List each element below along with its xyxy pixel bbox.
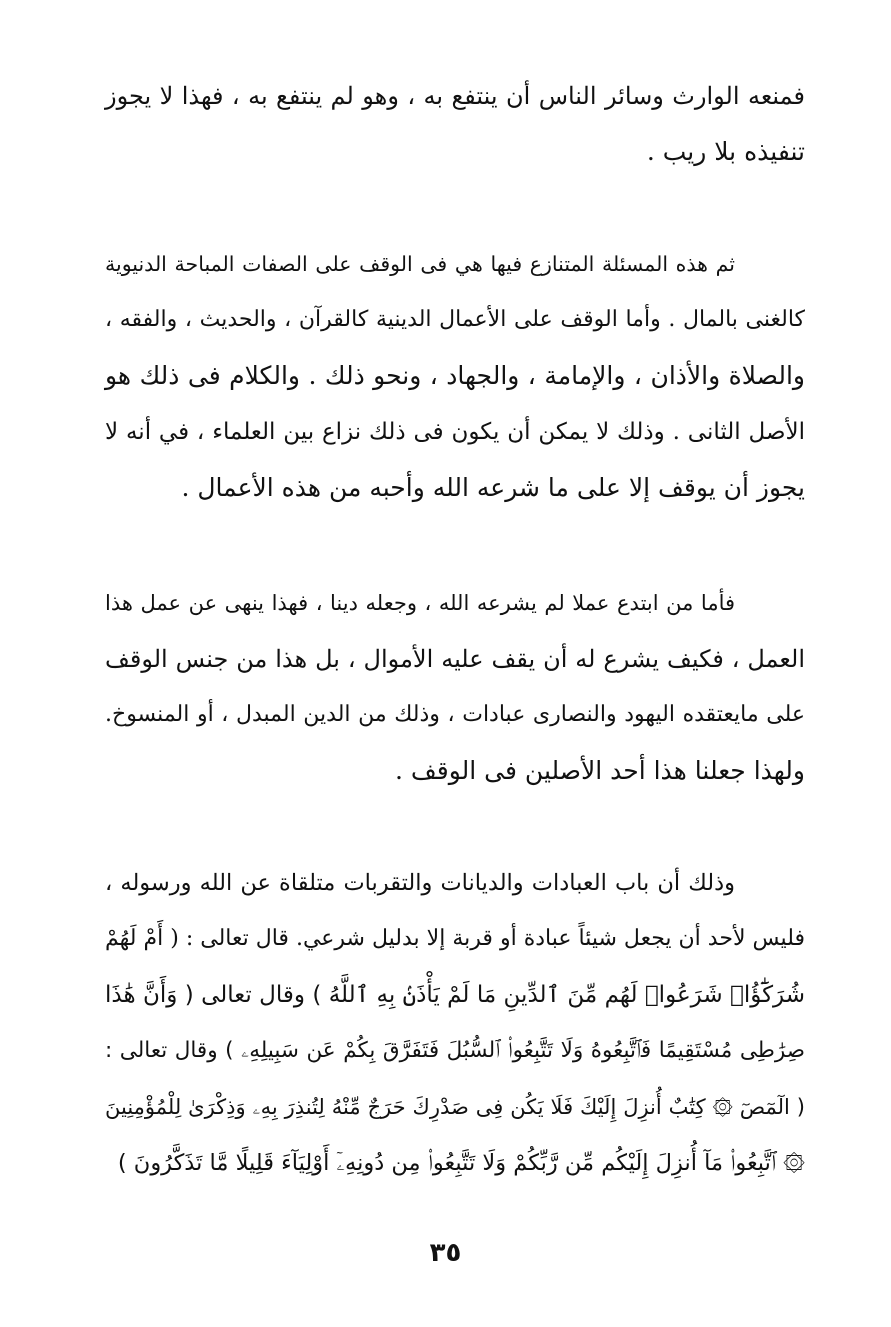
text-line: ثم هذه المسئلة المتنازع فيها هي فى الوقف على الصفات المباحة الدنيوية bbox=[105, 252, 735, 276]
page-number: ٣٥ bbox=[429, 1238, 462, 1268]
text-line: فليس لأحد أن يجعل شيئاً عبادة أو قربة إلا بدليل شرعي. قال تعالى : ( أَمْ لَهُمْ bbox=[105, 926, 805, 951]
paragraph-2 bbox=[105, 236, 805, 516]
quran-verse-line: شُرَكَٰٓؤُا۟ شَرَعُوا۟ لَهُم مِّنَ ٱلدِّينِ مَا لَمْ يَأْذَنۢ بِهِ ٱللَّهُ ) وقال تعالى ( وَأَنَّ هَٰذَا bbox=[105, 982, 805, 1008]
text-line: وذلك أن باب العبادات والديانات والتقربات متلقاة عن الله ورسوله ، bbox=[105, 870, 735, 896]
text-line: الأصل الثانى . وذلك لا يمكن أن يكون فى ذلك نزاع بين العلماء ، في أنه لا bbox=[105, 419, 805, 445]
paragraph-4 bbox=[105, 855, 805, 1191]
paragraph-1 bbox=[105, 68, 805, 180]
quran-verse-line: ۞ ٱتَّبِعُوا۟ مَآ أُنزِلَ إِلَيْكُم مِّن رَّبِّكُمْ وَلَا تَتَّبِعُوا۟ مِن دُونِهِۦٓ أَوْلِيَآءَ قَلِيلًا مَّا تَذَكَّرُونَ ) bbox=[117, 1150, 805, 1176]
text-line: والصلاة والأذان ، والإمامة ، والجهاد ، ونحو ذلك . والكلام فى ذلك هو bbox=[105, 361, 805, 390]
text-line: على مايعتقده اليهود والنصارى عبادات ، وذلك من الدين المبدل ، أو المنسوخ. bbox=[105, 702, 805, 727]
quran-verse-line: صِرَٰطِى مُسْتَقِيمًا فَٱتَّبِعُوهُ وَلَا تَتَّبِعُوا۟ ٱلسُّبُلَ فَتَفَرَّقَ بِكُمْ عَن سَبِيلِهِۦ ) وقال تعالى : bbox=[105, 1038, 805, 1063]
text-line: فمنعه الوارث وسائر الناس أن ينتفع به ، وهو لم ينتفع به ، فهذا لا يجوز bbox=[105, 82, 806, 110]
text-line: العمل ، فكيف يشرع له أن يقف عليه الأموال ، بل هذا من جنس الوقف bbox=[105, 645, 805, 673]
text-line: يجوز أن يوقف إلا على ما شرعه الله وأحبه من هذه الأعمال . bbox=[181, 473, 805, 502]
text-line: كالغنى بالمال . وأما الوقف على الأعمال الدينية كالقرآن ، والحديث ، والفقه ، bbox=[105, 307, 805, 332]
text-line: ولهذا جعلنا هذا أحد الأصلين فى الوقف . bbox=[395, 756, 805, 785]
paragraph-3 bbox=[105, 575, 805, 799]
quran-verse-line: ( الٓمٓصٓ ۞ كِتَٰبٌ أُنزِلَ إِلَيْكَ فَلَا يَكُن فِى صَدْرِكَ حَرَجٌ مِّنْهُ لِتُنذِرَ بِهِۦ وَذِكْرَىٰ لِلْمُؤْمِنِينَ bbox=[105, 1095, 805, 1119]
text-line: فأما من ابتدع عملا لم يشرعه الله ، وجعله دينا ، فهذا ينهى عن عمل هذا bbox=[105, 591, 735, 615]
text-line: تنفيذه بلا ريب . bbox=[646, 137, 805, 166]
